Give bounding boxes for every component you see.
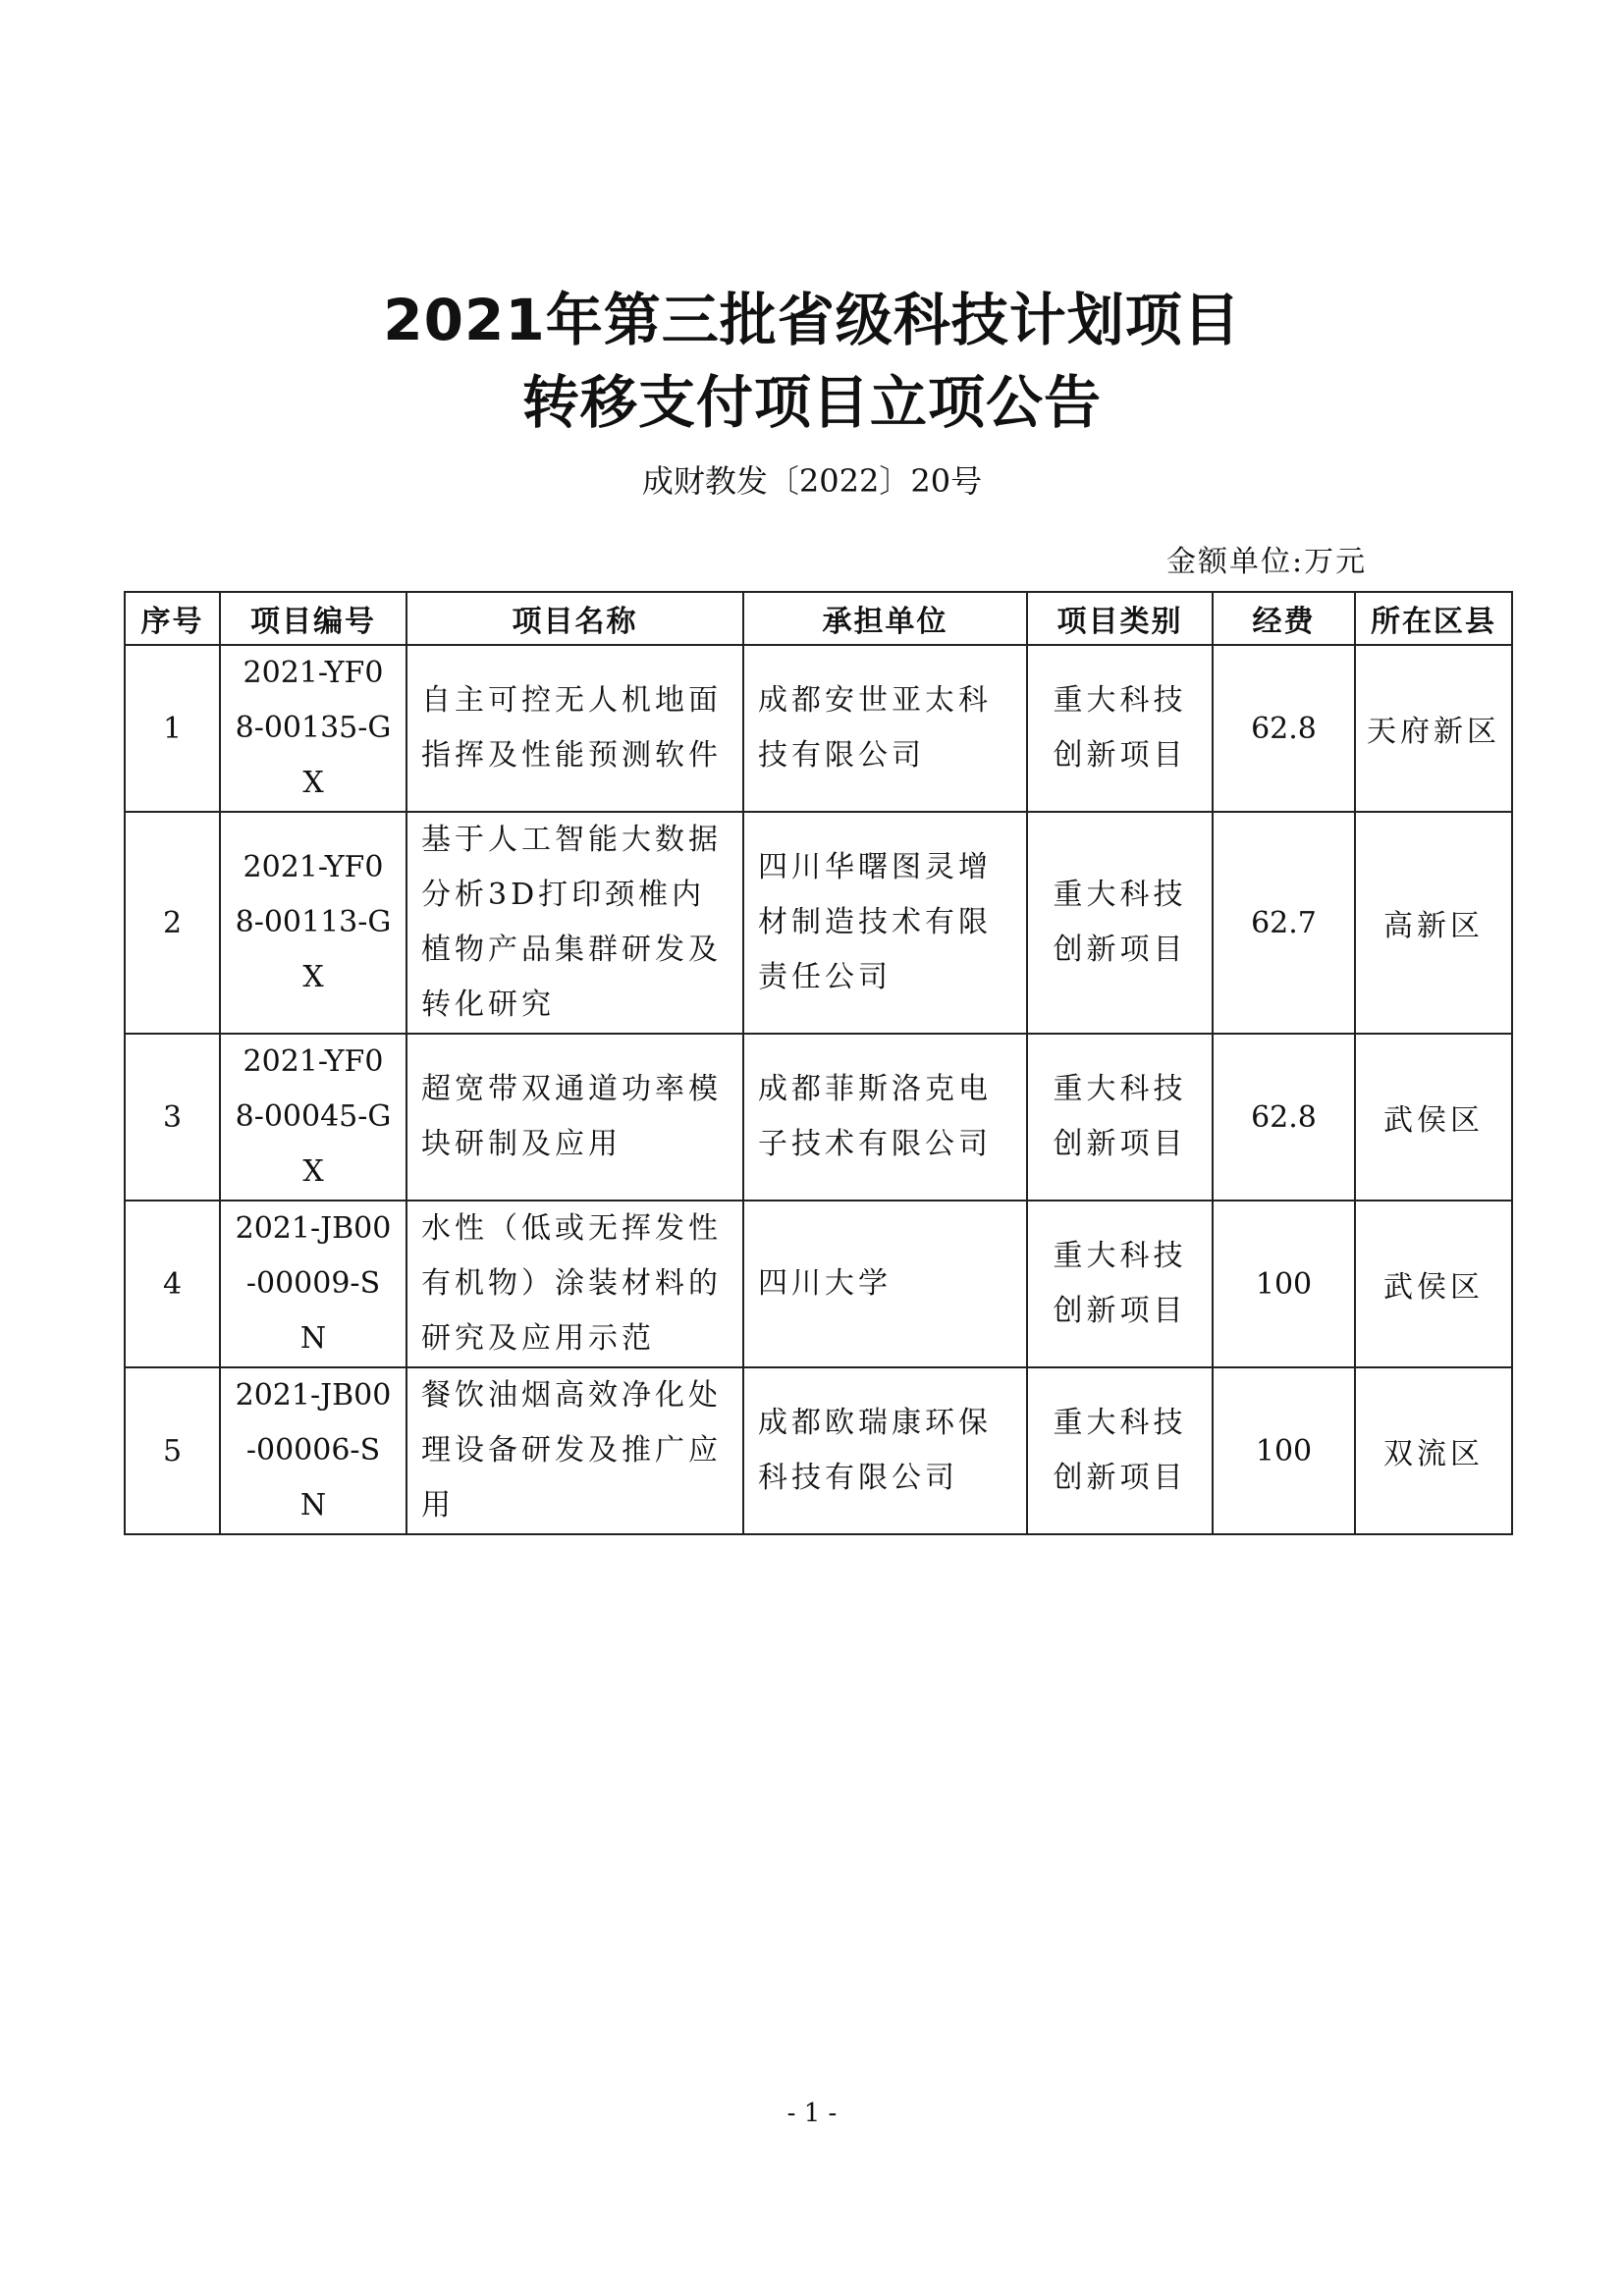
table-row [125, 645, 1512, 812]
header-unit: 承担单位 [743, 592, 1027, 645]
header-seq: 序号 [125, 592, 220, 645]
document-title-line-2: 转移支付项目立项公告 [521, 369, 1102, 436]
cell-project-name: 水性（低或无挥发性有机物）涂装材料的研究及应用示范 [421, 1211, 722, 1356]
cell-seq: 5 [125, 1367, 220, 1534]
cell-category: 重大科技创新项目 [1053, 683, 1187, 773]
cell-district: 双流区 [1383, 1437, 1484, 1471]
cell-funding: 62.7 [1213, 812, 1355, 1034]
cell-code: 2021-YF08-00113-GX [235, 850, 392, 994]
cell-code: 2021-YF08-00045-GX [235, 1044, 392, 1189]
document-number: 成财教发〔2022〕20号 [641, 462, 983, 500]
cell-seq: 2 [125, 812, 220, 1034]
cell-undertaking-unit: 成都菲斯洛克电子技术有限公司 [758, 1072, 992, 1161]
cell-category: 重大科技创新项目 [1053, 878, 1187, 967]
amount-unit-note: 金额单位:万元 [1166, 545, 1368, 579]
cell-project-name: 自主可控无人机地面指挥及性能预测软件 [421, 683, 722, 773]
cell-undertaking-unit: 成都欧瑞康环保科技有限公司 [758, 1406, 992, 1495]
cell-undertaking-unit: 四川华曙图灵增材制造技术有限责任公司 [758, 850, 992, 994]
cell-code: 2021-JB00-00009-SN [235, 1211, 392, 1356]
cell-district: 武侯区 [1383, 1103, 1484, 1138]
table-row [125, 1367, 1512, 1534]
cell-district: 高新区 [1383, 909, 1484, 943]
cell-funding: 100 [1213, 1367, 1355, 1534]
cell-undertaking-unit: 四川大学 [758, 1266, 892, 1301]
cell-project-name: 基于人工智能大数据分析3D打印颈椎内植物产品集群研发及转化研究 [421, 823, 722, 1022]
table-row [125, 812, 1512, 1034]
cell-district: 天府新区 [1367, 715, 1500, 749]
table-row [125, 1201, 1512, 1367]
cell-funding: 100 [1213, 1201, 1355, 1367]
header-funding: 经费 [1213, 592, 1355, 645]
table-row [125, 1034, 1512, 1201]
cell-code: 2021-JB00-00006-SN [235, 1378, 392, 1522]
cell-category: 重大科技创新项目 [1053, 1072, 1187, 1161]
header-name: 项目名称 [406, 592, 743, 645]
document-title-line-1: 2021年第三批省级科技计划项目 [383, 287, 1241, 353]
cell-project-name: 餐饮油烟高效净化处理设备研发及推广应用 [421, 1378, 722, 1522]
project-table [124, 591, 1513, 1535]
header-category: 项目类别 [1027, 592, 1213, 645]
cell-seq: 4 [125, 1201, 220, 1367]
table-header-row [125, 592, 1512, 645]
cell-undertaking-unit: 成都安世亚太科技有限公司 [758, 683, 992, 773]
cell-seq: 3 [125, 1034, 220, 1201]
cell-seq: 1 [125, 645, 220, 812]
header-district: 所在区县 [1355, 592, 1512, 645]
cell-project-name: 超宽带双通道功率模块研制及应用 [421, 1072, 722, 1161]
cell-category: 重大科技创新项目 [1053, 1239, 1187, 1328]
cell-funding: 62.8 [1213, 645, 1355, 812]
page-number: - 1 - [786, 2099, 838, 2128]
cell-district: 武侯区 [1383, 1270, 1484, 1305]
cell-code: 2021-YF08-00135-GX [235, 656, 392, 800]
cell-category: 重大科技创新项目 [1053, 1406, 1187, 1495]
cell-funding: 62.8 [1213, 1034, 1355, 1201]
header-code: 项目编号 [220, 592, 406, 645]
